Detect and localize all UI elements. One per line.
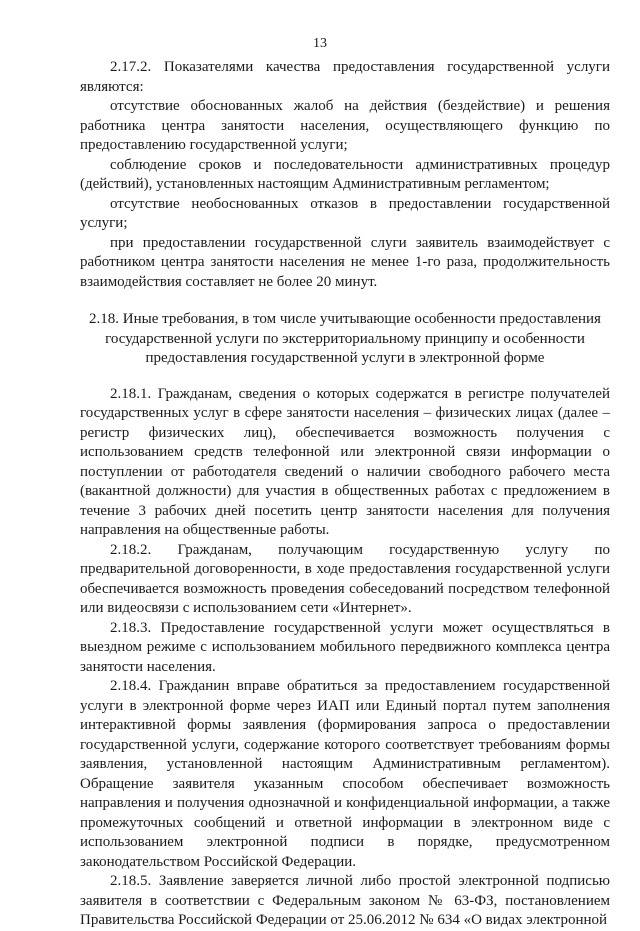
list-item-interaction: при предоставлении государственной слуги заявитель взаимодействует с работником центра занятости населения не менее 1-го раза, продолжительность взаимодействия составляет не более 20 минут. xyxy=(80,234,610,290)
paragraph-2-17-2: 2.17.2. Показателями качества предоставления государственной услуги являются: xyxy=(80,59,610,95)
list-item-no-complaints: отсутствие обоснованных жалоб на действия (бездействие) и решения работника центра занятости населения, осуществляющего функцию по предоставлению государственной услуги; xyxy=(80,98,610,153)
page-number: 13 xyxy=(313,36,327,51)
paragraph-2-18-3: 2.18.3. Предоставление государственной услуги может осуществляться в выездном режиме с использованием мобильного передвижного комплекса центра занятости населения. xyxy=(80,619,610,675)
document-body xyxy=(80,58,610,931)
list-item-no-refusals: отсутствие необоснованных отказов в предоставлении государственной услуги; xyxy=(80,195,610,231)
paragraph-2-18-5: 2.18.5. Заявление заверяется личной либо простой электронной подписью заявителя в соответствии с Федеральным законом № 63-ФЗ, постановлением Правительства Российской Федерации от 25.06.2012 № 634 «О видах электронной xyxy=(80,873,610,928)
paragraph-2-18-4: 2.18.4. Гражданин вправе обратиться за предоставлением государственной услуги в электронной форме через ИАП или Единый портал путем заполнения интерактивной формы заявления (формирования запроса о предоставлении государственной услуги, содержание которого соответствует требованиям формы заявления, установленной настоящим Административным регламентом). Обращение заявителя указанным способом обеспечивает возможность направления и получения однозначной и конфиденциальной информации, а также промежуточных сообщений и ответной информации в электронном виде с использованием электронной подписи в порядке, предусмотренном законодательством Российской Федерации. xyxy=(80,678,610,870)
section-heading-2-18: 2.18. Иные требования, в том числе учитывающие особенности предоставления государственной услуги по экстерриториальному принципу и особенности предоставления государственной услуги в электронной форме xyxy=(89,311,601,366)
list-item-deadlines: соблюдение сроков и последовательности административных процедур (действий), установленных настоящим Административным регламентом; xyxy=(80,156,610,192)
paragraph-2-18-2: 2.18.2. Гражданам, получающим государственную услугу по предварительной договоренности, в ходе предоставления государственной услуги обеспечивается возможность проведения собеседований посредством телефонной или видеосвязи с использованием сети «Интернет». xyxy=(80,541,610,616)
paragraph-2-18-1: 2.18.1. Гражданам, сведения о которых содержатся в регистре получателей государственных услуг в сфере занятости населения – физических лицах (далее – регистр физических лиц), обеспечивается возможность получения с использованием средств телефонной или электронной связи информации о поступлении от работодателя сведений о наличии свободного рабочего места (вакантной должности) для участия в общественных работах с предложением в течение 3 рабочих дней посетить центр занятости населения для получения направления на общественные работы. xyxy=(80,385,610,538)
